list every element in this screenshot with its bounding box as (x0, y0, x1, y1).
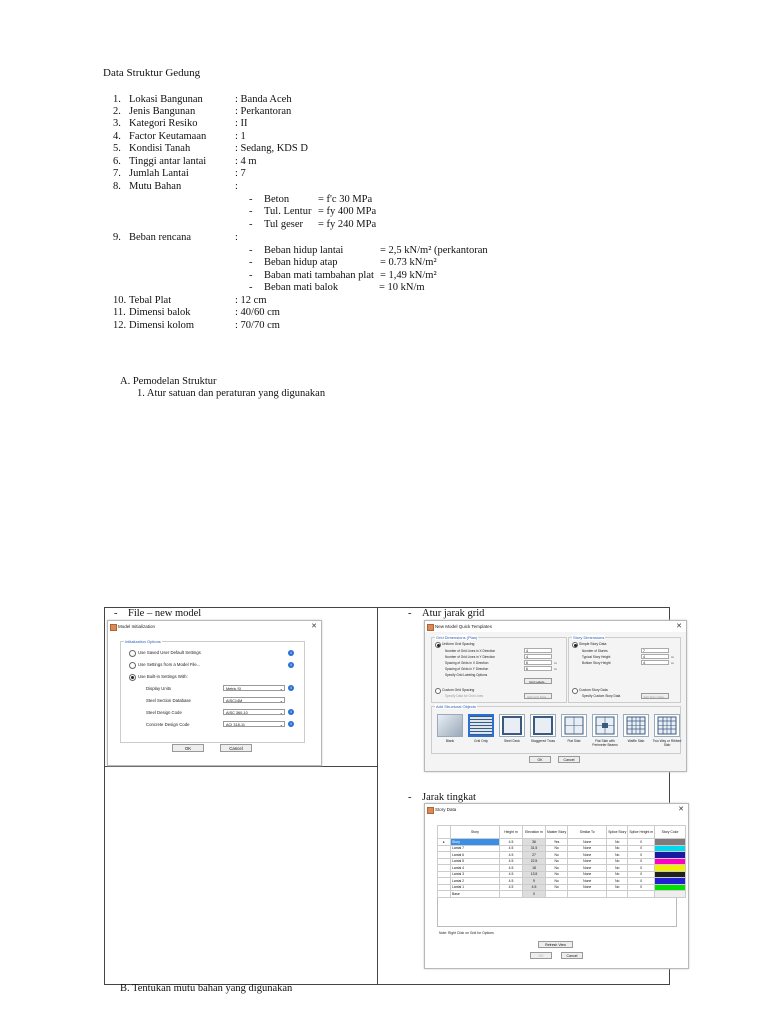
step-1-text: 1. Atur satuan dan peraturan yang digunakan (137, 388, 326, 399)
unit-label: m (554, 661, 557, 665)
spec-number: 3. (113, 118, 121, 129)
bottom-height-input[interactable]: 4 (641, 660, 669, 665)
opt-saved-defaults-label: Use Saved User Default Settings (138, 650, 201, 655)
spec-row (113, 94, 292, 106)
app-icon (427, 807, 434, 814)
template-tile[interactable] (437, 714, 463, 737)
sub-item-name: Beban mati balok (264, 282, 339, 293)
story-name-cell[interactable]: Base (451, 891, 500, 898)
ok-button[interactable]: OK (529, 756, 551, 763)
chevron-down-icon: ⌄ (279, 722, 283, 727)
unit-label: m (554, 667, 557, 671)
template-tile[interactable] (468, 714, 494, 737)
column-header: Story (451, 826, 500, 839)
simple-story-label: Simple Story Data (579, 642, 607, 646)
custom-grid-label: Custom Grid Spacing (442, 688, 475, 692)
uniform-grid-radio[interactable] (435, 642, 441, 648)
elevation-cell: 36 (523, 839, 546, 846)
concrete-code-label: Concrete Design Code (146, 722, 190, 727)
height-cell[interactable]: 4.5 (500, 858, 523, 865)
table-divider (377, 607, 378, 984)
nx-input[interactable]: 4 (524, 648, 552, 653)
custom-grid-radio[interactable] (435, 688, 441, 694)
steel-db-value: AISC14M (226, 699, 243, 703)
spec-number: 4. (113, 131, 121, 142)
row-pointer-icon: ▸ (443, 839, 445, 844)
num-stories-label: Number of Stories (582, 649, 608, 653)
custom-grid-sub: Specify Data for Grid Lines (445, 694, 484, 698)
opt-builtin-label: Use Built-in Settings With: (138, 674, 188, 679)
sx-label: Spacing of Grids in X Direction (445, 661, 489, 665)
splice-height-cell[interactable]: 0 (628, 839, 655, 846)
custom-story-radio[interactable] (572, 688, 578, 694)
caption-file-new: - File – new model (114, 608, 202, 619)
spec-row (113, 143, 308, 155)
similar-to-cell[interactable]: None (568, 852, 607, 859)
story-row[interactable] (438, 891, 686, 898)
splice-story-cell[interactable]: No (607, 858, 628, 865)
display-units-value: Metric SI (226, 687, 241, 691)
row-marker-header (438, 826, 451, 839)
spec-value: : 12 cm (235, 295, 267, 306)
spec-value: : 1 (235, 131, 246, 142)
story-name-cell[interactable]: Lantai 3 (451, 871, 500, 878)
steel-code-label: Steel Design Code (146, 710, 182, 715)
window-titlebar (108, 621, 321, 632)
ny-label: Number of Grid Lines in Y Direction (445, 655, 496, 659)
close-icon[interactable]: ✕ (676, 623, 682, 630)
spec-number: 5. (113, 143, 121, 154)
caption-jarak-tingkat: - Jarak tingkat (408, 792, 476, 803)
story-name-cell[interactable]: Lantai 1 (451, 884, 500, 891)
splice-story-cell[interactable] (607, 891, 628, 898)
sub-item-name: Beban hidup lantai (264, 245, 344, 256)
template-tile-label: Staggered Truss (530, 739, 556, 743)
bottom-height-label: Bottom Story Height (582, 661, 611, 665)
spec-value: : (235, 232, 238, 243)
spec-value: : Banda Aceh (235, 94, 292, 105)
height-cell[interactable]: 4.5 (500, 884, 523, 891)
spec-row (113, 320, 280, 332)
splice-height-cell[interactable] (628, 891, 655, 898)
cancel-button[interactable]: Cancel (558, 756, 580, 763)
similar-to-cell[interactable]: None (568, 865, 607, 872)
spec-label: Factor Keutamaan (129, 131, 207, 142)
spec-label: Beban rencana (129, 232, 192, 243)
opt-builtin-radio[interactable] (129, 674, 136, 681)
dash-bullet: - (249, 194, 253, 205)
column-header: Story Color (655, 826, 686, 839)
info-icon[interactable]: i (288, 650, 294, 656)
splice-story-cell[interactable]: No (607, 878, 628, 885)
initialization-options-group (120, 641, 305, 743)
display-units-label: Display Units (146, 686, 172, 691)
spec-value: : (235, 181, 238, 192)
elevation-cell: 9 (523, 878, 546, 885)
template-icon (624, 715, 648, 736)
template-icon (655, 715, 679, 736)
elevation-cell: 27 (523, 852, 546, 859)
story-name-cell[interactable]: Lantai 6 (451, 852, 500, 859)
template-tile-label: Steel Deck (504, 739, 520, 743)
spec-value: : II (235, 118, 248, 129)
template-tile-label: Two Way or Ribbed Slab (652, 739, 682, 747)
labeling-label: Specify Grid Labeling Options (445, 673, 488, 677)
spec-label: Dimensi balok (129, 307, 191, 318)
template-tile-label: Blank (445, 739, 455, 743)
unit-label: m (671, 661, 674, 665)
doc-title: Data Struktur Gedung (103, 67, 201, 79)
sy-input[interactable]: 6 (524, 666, 552, 671)
sub-item-name: Beton (264, 194, 290, 205)
opt-model-file-label: Use Settings from a Model File... (138, 662, 201, 667)
template-tile[interactable] (530, 714, 556, 737)
spec-row (113, 232, 238, 244)
story-name-cell[interactable]: Lantai 2 (451, 878, 500, 885)
window-titlebar (425, 804, 688, 815)
spec-row (113, 295, 267, 307)
template-tile-label: Grid Only (474, 739, 488, 743)
template-tile[interactable] (623, 714, 649, 737)
nx-label: Number of Grid Lines in X Direction (445, 649, 496, 653)
splice-story-cell[interactable]: No (607, 871, 628, 878)
ok-button[interactable]: OK (530, 952, 552, 959)
column-header: Splice Height m (628, 826, 655, 839)
elevation-cell: 4.5 (523, 884, 546, 891)
master-story-cell[interactable]: No (546, 871, 568, 878)
info-icon[interactable]: i (288, 685, 294, 691)
spec-row (113, 131, 246, 143)
similar-to-cell[interactable]: None (568, 871, 607, 878)
refresh-view-button[interactable]: Refresh View (538, 941, 573, 948)
splice-story-cell[interactable]: No (607, 845, 628, 852)
spec-label: Jenis Bangunan (129, 106, 196, 117)
splice-story-cell[interactable]: No (607, 884, 628, 891)
close-icon[interactable]: ✕ (311, 623, 317, 630)
dash-bullet: - (249, 282, 253, 293)
app-icon (427, 624, 434, 631)
height-cell[interactable]: 4.5 (500, 839, 523, 846)
spec-value: : Sedang, KDS D (235, 143, 308, 154)
window-title: Model Initialization (118, 624, 156, 629)
height-cell[interactable]: 4.5 (500, 871, 523, 878)
spec-value: : 7 (235, 168, 246, 179)
spec-row (113, 168, 246, 180)
spec-number: 1. (113, 94, 121, 105)
master-story-cell[interactable] (546, 891, 568, 898)
height-cell[interactable]: 4.5 (500, 852, 523, 859)
info-icon[interactable]: i (288, 662, 294, 668)
spec-label: Tebal Plat (129, 295, 172, 306)
master-story-cell[interactable]: No (546, 878, 568, 885)
spec-number: 12. (113, 320, 127, 331)
spec-number: 11. (113, 307, 126, 318)
caption-atur-grid: - Atur jarak grid (408, 608, 485, 619)
story-name-cell[interactable]: Lantai 7 (451, 845, 500, 852)
custom-story-label: Custom Story Data (579, 688, 608, 692)
template-tile-label: Flat Slab (567, 739, 581, 743)
opt-saved-defaults-radio[interactable] (129, 650, 136, 657)
master-story-cell[interactable]: No (546, 845, 568, 852)
edit-grid-button[interactable]: Edit Grid Data... (524, 693, 552, 699)
similar-to-cell[interactable]: None (568, 839, 607, 846)
height-cell[interactable]: 4.5 (500, 865, 523, 872)
unit-label: m (671, 655, 674, 659)
chevron-down-icon: ⌄ (279, 698, 283, 703)
note-text: Note: Right Click on Grid for Options (439, 931, 494, 935)
sub-item-value: = 10 kN/m (379, 282, 425, 293)
elevation-cell: 18 (523, 865, 546, 872)
template-tile[interactable] (654, 714, 680, 737)
window-title: Story Data (435, 807, 457, 812)
spec-label: Mutu Bahan (129, 181, 182, 192)
spec-number: 8. (113, 181, 121, 192)
story-name-cell[interactable]: Lantai 5 (451, 858, 500, 865)
section-a-heading: A. Pemodelan Struktur (120, 376, 217, 387)
spec-row (113, 156, 257, 168)
steel-db-label: Steel Section Database (146, 698, 191, 703)
column-header: Master Story (546, 826, 568, 839)
spec-row (113, 118, 248, 130)
splice-height-cell[interactable]: 0 (628, 884, 655, 891)
display-units-select[interactable] (223, 685, 285, 691)
spec-row (113, 307, 280, 319)
sub-item-value: = 0.73 kN/m² (380, 257, 437, 268)
splice-height-cell[interactable]: 0 (628, 865, 655, 872)
story-name-cell[interactable]: Story (451, 839, 500, 846)
elevation-cell: 22.5 (523, 858, 546, 865)
steel-code-value: AISC 360-10 (226, 711, 248, 715)
template-tile-label: Waffle Slab (627, 739, 645, 743)
opt-model-file-radio[interactable] (129, 662, 136, 669)
spec-label: Kategori Resiko (129, 118, 198, 129)
similar-to-cell[interactable]: None (568, 845, 607, 852)
template-icon (500, 715, 524, 736)
master-story-cell[interactable]: No (546, 865, 568, 872)
simple-story-radio[interactable] (572, 642, 578, 648)
group-title: Add Structural Objects (436, 704, 477, 709)
spec-row (113, 181, 238, 193)
window-titlebar (425, 621, 686, 632)
height-cell[interactable]: 4.5 (500, 878, 523, 885)
story-header-row (438, 826, 686, 839)
splice-story-cell[interactable]: No (607, 839, 628, 846)
column-header: Height m (500, 826, 523, 839)
elevation-cell: 0 (523, 891, 546, 898)
chevron-down-icon: ⌄ (279, 710, 283, 715)
concrete-code-select[interactable] (223, 721, 285, 727)
template-tile[interactable] (561, 714, 587, 737)
model-initialization-window (107, 620, 322, 766)
similar-to-cell[interactable]: None (568, 878, 607, 885)
template-tile[interactable] (499, 714, 525, 737)
info-icon[interactable]: i (288, 709, 294, 715)
steel-code-select[interactable] (223, 709, 285, 715)
spec-label: Dimensi kolom (129, 320, 195, 331)
spec-number: 6. (113, 156, 121, 167)
splice-story-cell[interactable]: No (607, 865, 628, 872)
close-icon[interactable]: ✕ (678, 806, 684, 813)
story-color-cell[interactable] (655, 891, 686, 898)
group-title: Initialization Options (125, 639, 161, 644)
cancel-button[interactable]: Cancel (561, 952, 583, 959)
ny-input[interactable]: 4 (524, 654, 552, 659)
ok-button[interactable]: OK (172, 744, 204, 752)
spec-number: 9. (113, 232, 121, 243)
dash-bullet: - (249, 206, 253, 217)
row-marker (438, 891, 451, 898)
uniform-grid-label: Uniform Grid Spacing (442, 642, 475, 646)
group-title: Story Dimensions (573, 635, 605, 640)
column-header: Similar To (568, 826, 607, 839)
spec-label: Jumlah Lantai (129, 168, 189, 179)
splice-height-cell[interactable]: 0 (628, 858, 655, 865)
splice-height-cell[interactable]: 0 (628, 871, 655, 878)
concrete-code-value: ACI 318-11 (226, 723, 245, 727)
template-icon (562, 715, 586, 736)
cancel-button[interactable]: Cancel (220, 744, 252, 752)
dash-bullet: - (249, 245, 253, 256)
spec-value: : 70/70 cm (235, 320, 280, 331)
spec-number: 10. (113, 295, 127, 306)
master-story-cell[interactable]: No (546, 858, 568, 865)
column-header: Splice Story (607, 826, 628, 839)
dash-bullet: - (249, 257, 253, 268)
new-model-quick-templates-window (424, 620, 687, 772)
master-story-cell[interactable]: No (546, 884, 568, 891)
window-title: New Model Quick Templates (435, 624, 492, 629)
num-stories-input[interactable]: 7 (641, 648, 669, 653)
master-story-cell[interactable]: Yes (546, 839, 568, 846)
column-header: Elevation m (523, 826, 546, 839)
grid-labels-button[interactable]: Grid Labels... (524, 678, 552, 684)
info-icon[interactable]: i (288, 721, 294, 727)
spec-label: Tinggi antar lantai (129, 156, 207, 167)
sub-item-value: = f'c 30 MPa (318, 194, 373, 205)
sy-label: Spacing of Grids in Y Direction (445, 667, 489, 671)
app-icon (110, 624, 117, 631)
spec-label: Lokasi Bangunan (129, 94, 203, 105)
elevation-cell: 31.5 (523, 845, 546, 852)
similar-to-cell[interactable] (568, 891, 607, 898)
sub-item-name: Tul. Lentur (264, 206, 312, 217)
sub-item-value: = fy 400 MPa (318, 206, 377, 217)
template-icon (593, 715, 617, 736)
typical-height-label: Typical Story Height (582, 655, 611, 659)
dash-bullet: - (249, 219, 253, 230)
height-cell[interactable]: 4.5 (500, 845, 523, 852)
spec-label: Kondisi Tanah (129, 143, 191, 154)
sub-item-name: Baban mati tambahan plat (264, 270, 374, 281)
template-tile[interactable] (592, 714, 618, 737)
sub-item-value: = 2,5 kN/m² (perkantoran (380, 245, 488, 256)
splice-height-cell[interactable]: 0 (628, 845, 655, 852)
table-divider (104, 766, 377, 767)
typical-height-input[interactable]: 4 (641, 654, 669, 659)
section-b-heading: B. Tentukan mutu bahan yang digunakan (120, 983, 293, 994)
custom-story-sub: Specify Custom Story Data (582, 694, 621, 698)
master-story-cell[interactable]: No (546, 852, 568, 859)
story-name-cell[interactable]: Lantai 4 (451, 865, 500, 872)
sub-item-name: Tul geser (264, 219, 303, 230)
spec-value: : Perkantoran (235, 106, 292, 117)
spec-number: 7. (113, 168, 121, 179)
similar-to-cell[interactable]: None (568, 858, 607, 865)
similar-to-cell[interactable]: None (568, 884, 607, 891)
story-data-window (424, 803, 689, 969)
template-icon (531, 715, 555, 736)
spec-value: : 40/60 cm (235, 307, 280, 318)
dash-bullet: - (249, 270, 253, 281)
steel-db-select[interactable] (223, 697, 285, 703)
story-table (437, 825, 686, 898)
sub-item-value: = 1,49 kN/m² (380, 270, 437, 281)
elevation-cell: 13.5 (523, 871, 546, 878)
splice-story-cell[interactable]: No (607, 852, 628, 859)
spec-value: : 4 m (235, 156, 257, 167)
chevron-down-icon: ⌄ (279, 686, 283, 691)
sx-input[interactable]: 6 (524, 660, 552, 665)
group-title: Grid Dimensions (Plan) (436, 635, 478, 640)
spec-row (113, 106, 292, 118)
edit-story-button[interactable]: Edit Story Data... (641, 693, 669, 699)
spec-number: 2. (113, 106, 121, 117)
splice-height-cell[interactable]: 0 (628, 878, 655, 885)
sub-item-value: = fy 240 MPa (318, 219, 377, 230)
sub-item-name: Beban hidup atap (264, 257, 338, 268)
splice-height-cell[interactable]: 0 (628, 852, 655, 859)
height-cell[interactable] (500, 891, 523, 898)
template-tile-label: Flat Slab with Perimeter Beams (592, 739, 618, 747)
